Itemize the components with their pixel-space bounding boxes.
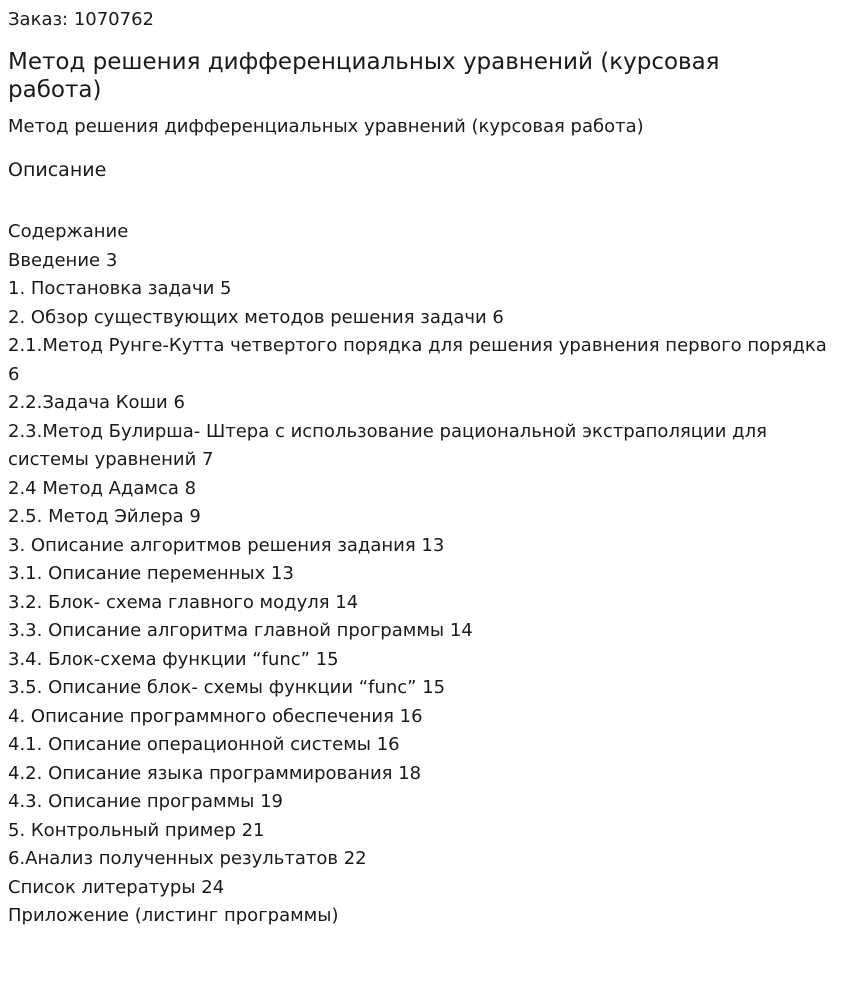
page-title: Метод решения дифференциальных уравнений (курсовая работа) <box>8 49 720 103</box>
toc-item-language-description: 4.2. Описание языка программирования 18 <box>8 762 422 784</box>
toc-item-control-example: 5. Контрольный пример 21 <box>8 819 265 841</box>
toc-item-algorithms-description: 3. Описание алгоритмов решения задания 13 <box>8 534 445 556</box>
toc-item-os-description: 4.1. Описание операционной системы 16 <box>8 734 400 755</box>
contents-heading: Содержание <box>8 221 129 242</box>
toc-item-bibliography: Список литературы 24 <box>8 876 225 898</box>
toc-item-problem-statement: 1. Постановка задачи 5 <box>8 278 232 299</box>
description-heading: Описание <box>8 159 107 181</box>
toc-item-methods-overview: 2. Обзор существующих методов решения задачи 6 <box>8 306 504 328</box>
toc-item-introduction: Введение 3 <box>8 249 118 271</box>
toc-item-software-description: 4. Описание программного обеспечения 16 <box>8 705 423 727</box>
toc-item-euler-method: 2.5. Метод Эйлера 9 <box>8 506 201 527</box>
toc-item-results-analysis: 6.Анализ полученных результатов 22 <box>8 848 367 869</box>
toc-item-variables-description: 3.1. Описание переменных 13 <box>8 563 294 584</box>
page-subtitle: Метод решения дифференциальных уравнений (курсовая работа) <box>8 116 644 137</box>
table-of-contents <box>8 218 828 931</box>
toc-item-adams-method: 2.4 Метод Адамса 8 <box>8 477 197 499</box>
toc-item-bulirsch-stoer: 2.3.Метод Булирша- Штера с использование рациональной экстраполяции для системы уравнений 7 <box>8 420 767 470</box>
toc-item-func-flowchart: 3.4. Блок-схема функции “func” 15 <box>8 648 339 670</box>
toc-item-program-description: 4.3. Описание программы 19 <box>8 791 284 812</box>
toc-item-cauchy-problem: 2.2.Задача Коши 6 <box>8 392 185 413</box>
toc-item-appendix: Приложение (листинг программы) <box>8 905 339 926</box>
order-number: Заказ: 1070762 <box>8 9 154 30</box>
toc-item-runge-kutta: 2.1.Метод Рунге-Кутта четвертого порядка для решения уравнения первого порядка 6 <box>8 335 827 385</box>
toc-item-main-program-algorithm: 3.3. Описание алгоритма главной программы 14 <box>8 620 473 641</box>
toc-item-main-module-flowchart: 3.2. Блок- схема главного модуля 14 <box>8 591 359 613</box>
toc-item-func-flowchart-description: 3.5. Описание блок- схемы функции “func” 15 <box>8 677 446 698</box>
